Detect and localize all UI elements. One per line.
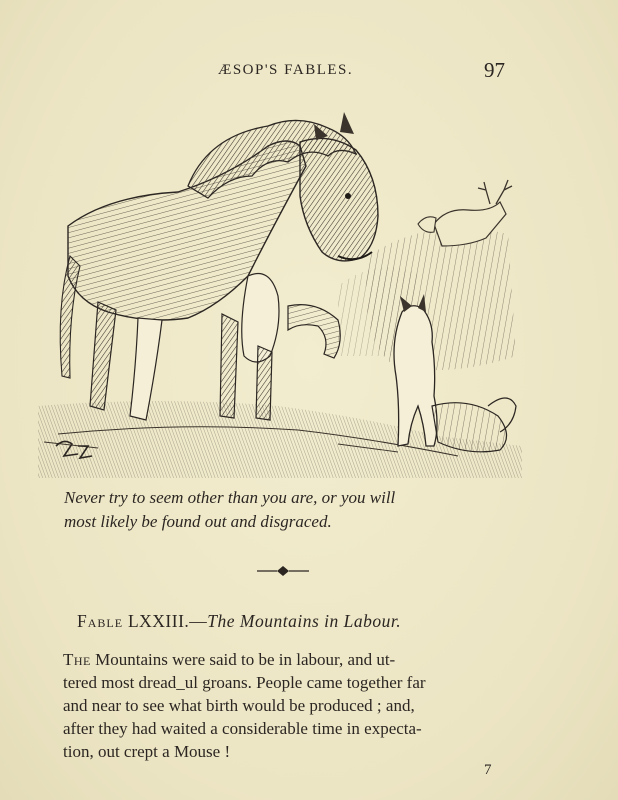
fable-heading	[77, 611, 557, 632]
engraving-illustration	[38, 106, 522, 478]
fable-moral	[64, 486, 544, 534]
signature-mark: 7	[484, 762, 492, 778]
page-number: 97	[484, 58, 505, 82]
running-head	[0, 58, 618, 86]
fable-text-line	[63, 648, 533, 671]
running-title: ÆSOP'S FABLES.	[218, 62, 354, 78]
fable-title: The Mountains in Labour.	[207, 611, 402, 631]
fable-text-line: tered most dread_ul groans. People came together far	[63, 673, 426, 692]
fable-text-segment: Mountains were said to be in labour, and ut-	[90, 650, 396, 669]
donkey-figure	[60, 112, 378, 420]
fable-number: LXXIII.—	[127, 611, 208, 631]
moral-line: Never try to seem other than you are, or you will	[64, 488, 396, 507]
fable-text-line: after they had waited a considerable time in expecta-	[63, 719, 422, 738]
fable-body	[63, 648, 533, 763]
fable-label: Fable	[77, 611, 124, 631]
fable-text-line: tion, out crept a Mouse !	[63, 742, 231, 761]
fable-text-line: and near to see what birth would be produced ; and,	[63, 696, 415, 715]
ass-in-lion-skin-engraving	[38, 106, 522, 478]
fable-first-word: The	[63, 650, 91, 669]
moral-line: most likely be found out and disgraced.	[64, 512, 332, 531]
divider-ornament	[255, 564, 311, 578]
